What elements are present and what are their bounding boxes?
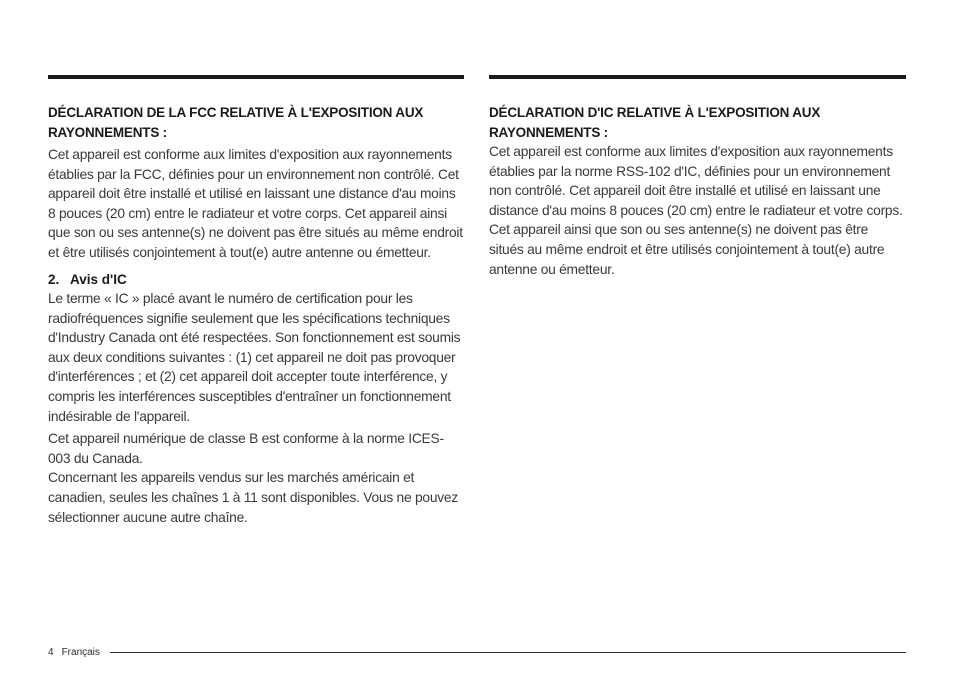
channel-availability-text: Concernant les appareils vendus sur les marchés américain et canadien, seules les chaînes 1 à 11 sont disponibles. Vous ne pouvez sélectionner aucune autre chaîne. xyxy=(48,470,458,525)
right-column xyxy=(489,75,906,279)
ic-exposure-heading: DÉCLARATION D'IC RELATIVE À L'EXPOSITION AUX RAYONNEMENTS : xyxy=(489,105,821,140)
page-number: 4 xyxy=(48,647,54,658)
ic-notice-number: 2. xyxy=(48,271,60,287)
ic-notice-title: Avis d'IC xyxy=(70,271,127,287)
left-column-top-rule xyxy=(48,75,464,79)
footer-rule xyxy=(110,652,906,653)
fcc-exposure-text: Cet appareil est conforme aux limites d'exposition aux rayonnements établies par la FCC, définies pour un environnement non contrôlé. Cet appareil doit être installé et utilisé en laissant une distance d'au moins 8 pouces (20 cm) entre le radiateur et votre corps. Cet appareil ainsi que son ou ses antenne(s) ne doivent pas être situés au même endroit et être utilisés conjointement à tout(e) autre antenne ou émetteur. xyxy=(48,147,463,260)
right-column-top-rule xyxy=(489,75,906,79)
left-column xyxy=(48,75,464,527)
ic-exposure-text: Cet appareil est conforme aux limites d'exposition aux rayonnements établies par la norme RSS-102 d'IC, définies pour un environnement non contrôlé. Cet appareil doit être installé et utilisé en laissant une distance d'au moins 8 pouces (20 cm) entre le radiateur et votre corps. Cet appareil ainsi que son ou ses antenne(s) ne doivent pas être situés au même endroit et être utilisés conjointement à tout(e) autre antenne ou émetteur. xyxy=(489,144,903,277)
footer-language: Français xyxy=(61,647,100,658)
ices-compliance-text: Cet appareil numérique de classe B est conforme à la norme ICES-003 du Canada. xyxy=(48,431,444,466)
ic-notice-heading xyxy=(48,270,464,290)
fcc-exposure-heading: DÉCLARATION DE LA FCC RELATIVE À L'EXPOSITION AUX RAYONNEMENTS : xyxy=(48,105,424,140)
ic-notice-text: Le terme « IC » placé avant le numéro de certification pour les radiofréquences signifie seulement que les spécifications techniques d'Industry Canada ont été respectées. Son fonctionnement est soumis aux deux conditions suivantes : (1) cet appareil ne doit pas provoquer d'interférences ; et (2) cet appareil doit accepter toute interférence, y compris les interférences susceptibles d'entraîner un fonctionnement indésirable de l'appareil. xyxy=(48,291,461,424)
page-footer xyxy=(48,647,906,658)
